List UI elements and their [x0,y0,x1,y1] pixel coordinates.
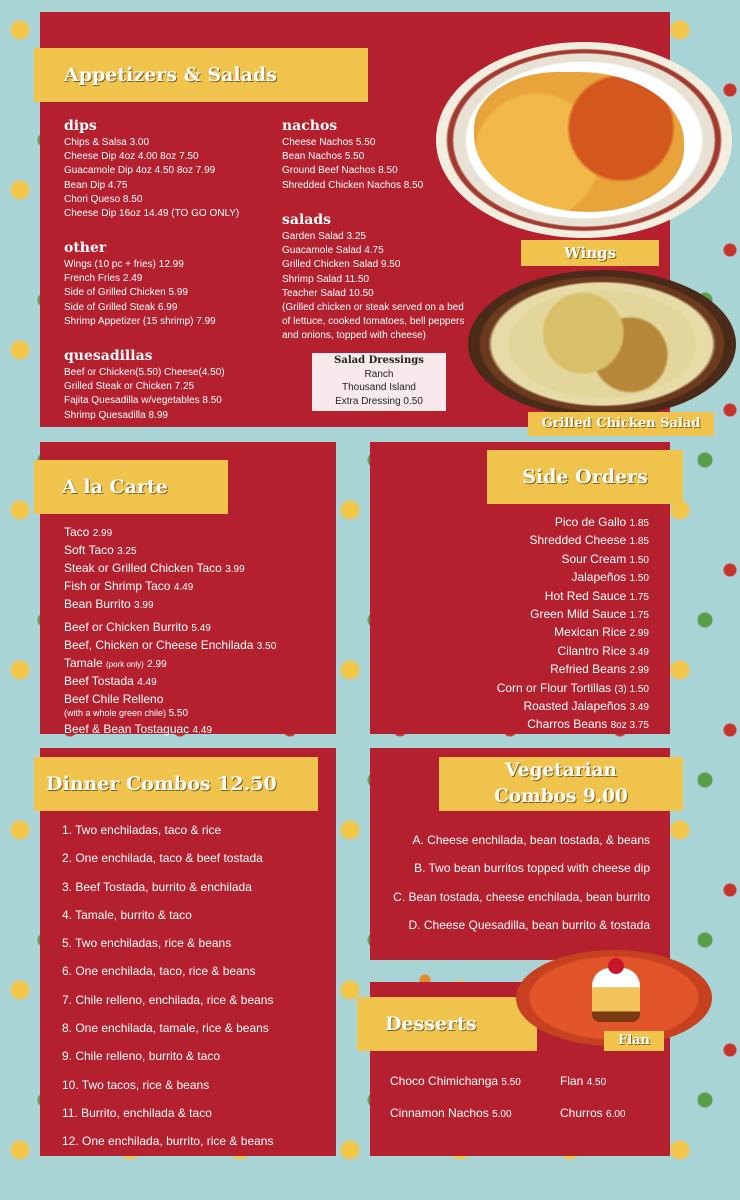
menu-item: Bean Nachos 5.50 [282,151,365,163]
grilled-chicken-salad-label: Grilled Chicken Salad [528,412,714,436]
menu-item: Taco 2.99 [64,525,113,539]
menu-item: Shredded Cheese 1.85 [529,533,649,548]
quesadillas-list [64,366,225,423]
menu-item: Hot Red Sauce 1.75 [544,588,649,603]
combo-item: 1. Two enchiladas, taco & rice [62,823,222,837]
vegetarian-title-line1: Vegetarian [505,760,617,781]
menu-item: Charros Beans 8oz 3.75 [527,717,649,732]
menu-item: Beef & Bean Tostaguac 4.49 [64,722,213,736]
menu-note: and onions, topped with cheese) [282,330,426,342]
dinner-combos-list [62,816,273,1156]
combo-item: 8. One enchilada, tamale, rice & beans [62,1021,269,1036]
menu-item: Beef Tostada 4.49 [64,674,157,688]
desserts-list [390,1066,660,1130]
other-heading: other [64,240,107,256]
a-la-carte-list [64,524,334,739]
dinner-combos-title: Dinner Combos 12.50 [46,773,277,795]
menu-item: Cheese Nachos 5.50 [282,137,376,148]
vegetarian-combos-list [393,826,650,939]
menu-note: of lettuce, cooked tomatoes, bell peppers [282,316,465,328]
vegetarian-combos-banner [439,757,683,811]
combo-item: 11. Burrito, enchilada & taco [62,1105,212,1120]
menu-item: Fajita Quesadilla w/vegetables 8.50 [64,395,222,407]
menu-item: Fish or Shrimp Taco 4.49 [64,579,194,593]
menu-item: Roasted Jalapeños 3.49 [523,699,649,714]
combo-item: 3. Beef Tostada, burrito & enchilada [62,879,252,894]
salad-food [508,290,696,398]
quesadillas-heading: quesadillas [64,348,153,364]
menu-item: Beef or Chicken(5.50) Cheese(4.50) [64,367,225,378]
menu-item: Garden Salad 3.25 [282,231,366,242]
menu-item: Tamale (pork only) 2.99 [64,656,167,670]
wings-food [474,72,684,212]
menu-item: Soft Taco 3.25 [64,543,137,557]
menu-item: Side of Grilled Chicken 5.99 [64,287,188,299]
dessert-item: Flan 4.50 [560,1074,607,1088]
menu-item: Side of Grilled Steak 6.99 [64,301,178,313]
nachos-list [282,136,423,193]
menu-item: Beef, Chicken or Cheese Enchilada 3.50 [64,638,277,652]
side-orders-title: Side Orders [522,466,648,488]
combo-item: 6. One enchilada, taco, rice & beans [62,964,256,979]
vegetarian-title-line2: Combos 9.00 [494,786,628,807]
other-list [64,258,216,329]
combo-item: C. Bean tostada, cheese enchilada, bean burrito [393,889,650,904]
combo-item: 4. Tamale, burrito & taco [62,907,192,922]
dessert-row [390,1066,660,1098]
dips-section [64,118,239,221]
nachos-section [282,118,423,193]
combo-item: 12. One enchilada, burrito, rice & beans [62,1134,274,1149]
dessert-item: Cinnamon Nachos 5.00 [390,1106,512,1120]
dressing-item: Extra Dressing 0.50 [335,395,423,407]
dips-list [64,136,239,221]
menu-item: Grilled Chicken Salad 9.50 [282,259,401,271]
wings-photo [436,42,732,238]
combo-item: B. Two bean burritos topped with cheese dip [414,861,650,876]
nachos-heading: nachos [282,118,338,134]
menu-item: Teacher Salad 10.50 [282,287,374,299]
combo-item: D. Cheese Quesadilla, bean burrito & tostada [408,917,650,932]
flan-food [592,968,640,1022]
dips-heading: dips [64,118,97,134]
menu-item: Grilled Steak or Chicken 7.25 [64,381,195,393]
appetizers-banner [34,48,368,102]
menu-item-note: (with a whole green chile) 5.50 [64,708,189,719]
wings-label: Wings [521,240,659,266]
menu-item: Chori Queso 8.50 [64,193,143,205]
menu-item: Shrimp Quesadilla 8.99 [64,409,168,421]
dinner-combos-banner [34,757,318,811]
menu-item: Green Mild Sauce 1.75 [530,607,649,622]
menu-item: Guacamole Salad 4.75 [282,245,384,257]
menu-item: Cilantro Rice 3.49 [557,643,649,658]
a-la-carte-title: A la Carte [62,476,168,498]
menu-item: Shrimp Appetizer (15 shrimp) 7.99 [64,315,216,327]
menu-item: Steak or Grilled Chicken Taco 3.99 [64,561,245,575]
dressing-item: Ranch [364,368,394,380]
salad-dressings-box [312,353,446,411]
combo-item: A. Cheese enchilada, bean tostada, & beans [412,833,650,847]
menu-item: Shrimp Salad 11.50 [282,273,370,285]
menu-item: Cheese Dip 4oz 4.00 8oz 7.50 [64,151,199,163]
salads-heading: salads [282,212,332,228]
desserts-title: Desserts [385,1013,477,1035]
menu-item: French Fries 2.49 [64,273,143,285]
flan-label: Flan [604,1031,664,1051]
combo-item: 7. Chile relleno, enchilada, rice & beans [62,992,274,1007]
menu-item: Ground Beef Nachos 8.50 [282,165,398,177]
menu-item: Wings (10 pc + fries) 12.99 [64,259,184,270]
cherry-icon [608,958,624,974]
salads-section [282,212,464,344]
menu-item: Corn or Flour Tortillas (3) 1.50 [496,680,649,695]
menu-item: Pico de Gallo 1.85 [554,515,649,529]
side-orders-banner [487,450,683,504]
menu-item: Refried Beans 2.99 [550,662,649,677]
menu-item: Bean Dip 4.75 [64,179,128,191]
dessert-item: Churros 6.00 [560,1106,626,1120]
grilled-chicken-salad-photo [468,270,736,418]
combo-item: 9. Chile relleno, burrito & taco [62,1049,221,1064]
dressing-item: Thousand Island [342,382,416,393]
appetizers-title: Appetizers & Salads [64,64,277,86]
other-section [64,240,216,329]
menu-item: Bean Burrito 3.99 [64,597,154,611]
menu-item: Beef or Chicken Burrito 5.49 [64,620,211,634]
side-orders-list [497,514,649,735]
menu-item: Cheese Dip 16oz 14.49 (TO GO ONLY) [64,208,240,220]
menu-item: Sour Cream 1.50 [561,551,649,566]
dessert-row [390,1098,660,1130]
desserts-banner [357,997,537,1051]
menu-item: Chips & Salsa 3.00 [64,137,150,148]
dessert-item: Choco Chimichanga 5.50 [390,1074,521,1088]
menu-item: Beef Chile Relleno [64,692,164,706]
menu-note: (Grilled chicken or steak served on a bed [282,302,464,314]
combo-item: 5. Two enchiladas, rice & beans [62,936,232,951]
dressings-heading: Salad Dressings [334,355,424,366]
salads-list [282,230,464,344]
menu-item: Guacamole Dip 4oz 4.50 8oz 7.99 [64,165,216,177]
menu-item: Shredded Chicken Nachos 8.50 [282,179,424,191]
menu-item: Jalapeños 1.50 [571,570,649,585]
quesadillas-section [64,348,225,423]
menu-item: Mexican Rice 2.99 [554,625,649,640]
combo-item: 10. Two tacos, rice & beans [62,1077,210,1092]
combo-item: 2. One enchilada, taco & beef tostada [62,851,263,866]
a-la-carte-banner [34,460,228,514]
